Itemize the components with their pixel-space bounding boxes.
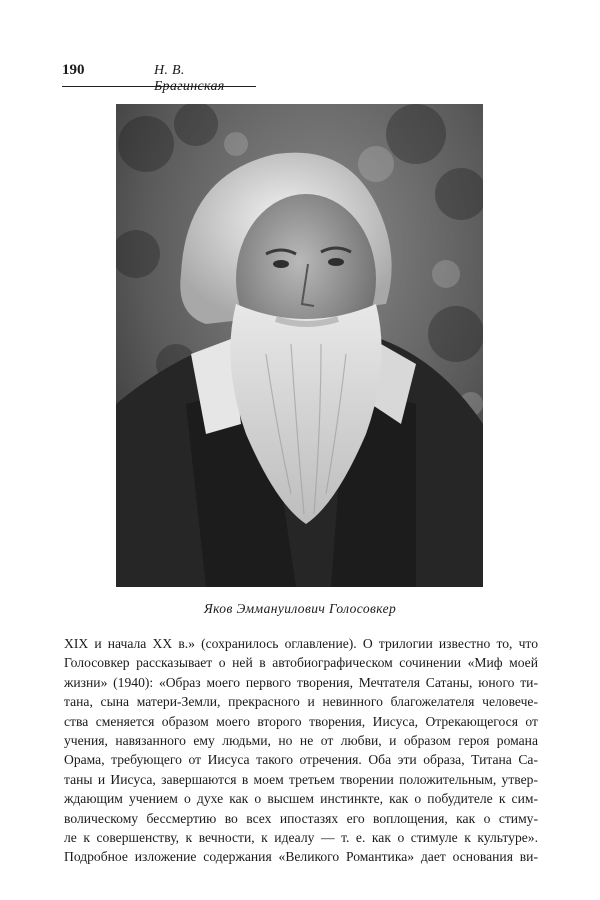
figure-caption: Яков Эммануилович Голосовкер	[203, 601, 397, 616]
text-line: волическому бессмертию во всех ипостазях его воплощения, как о стиму-	[64, 810, 538, 826]
running-head-author: Н. В. Брагинская	[154, 63, 225, 94]
text-line: XIX и начала XX в.» (сохранилось оглавление). О трилогии известно то, что	[64, 636, 538, 651]
running-head	[62, 62, 256, 94]
text-line: Подробное изложение содержания «Великого Романтика» дает основания ви-	[64, 849, 538, 865]
page-number: 190	[62, 62, 85, 78]
text-line: учения, навязанного ему людьми, но не от любви, и образом героя романа	[64, 732, 538, 748]
text-line: ле к совершенству, к вечности, к идеалу — т. е. как о стимуле к культуре».	[64, 829, 538, 845]
body-text	[64, 634, 538, 867]
text-line: жизни» (1940): «Образ моего первого творения, Мечтателя Сатаны, юного ти-	[64, 674, 538, 690]
text-line: ства сменяется образом моего второго творения, Иисуса, Отрекающегося от	[64, 713, 538, 729]
text-line: тана, сына матери-Земли, прекрасного и невинного благожелателя человече-	[64, 694, 538, 710]
text-line: таны и Иисуса, завершаются в моем третьем творении положительным, утвер-	[64, 771, 538, 787]
portrait-photo	[116, 104, 483, 587]
text-line: Орама, требующего от Иисуса такого отречения. Оба эти образа, Титана Са-	[64, 752, 538, 768]
text-line: Голосовкер рассказывает о ней в автобиографическом сочинении «Миф моей	[64, 655, 538, 671]
text-line: ждающим учением о духе как о высшем инстинкте, как о побудителе к сим-	[64, 791, 538, 807]
